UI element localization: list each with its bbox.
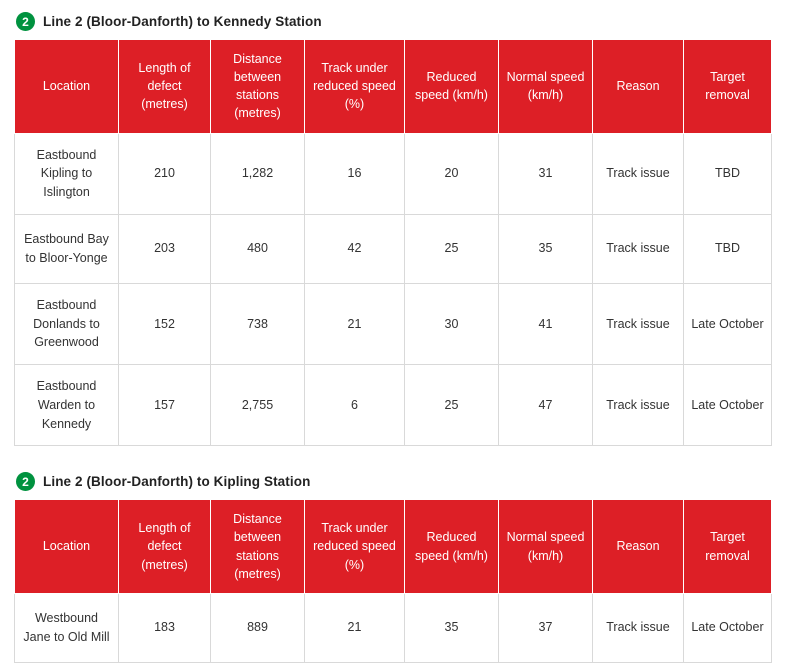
cell-length: 203 <box>119 214 211 283</box>
cell-length: 152 <box>119 283 211 364</box>
column-header-track-under-reduced-speed: Track under reduced speed (%) <box>305 500 405 594</box>
cell-target-removal: TBD <box>684 133 772 214</box>
cell-normal-speed: 31 <box>499 133 593 214</box>
cell-reason: Track issue <box>593 214 684 283</box>
section-title: Line 2 (Bloor-Danforth) to Kennedy Station <box>43 14 322 29</box>
cell-distance: 2,755 <box>211 365 305 446</box>
cell-reduced-speed: 25 <box>405 365 499 446</box>
table-header-row <box>15 40 772 134</box>
section-title: Line 2 (Bloor-Danforth) to Kipling Station <box>43 474 311 490</box>
cell-percent: 21 <box>305 283 405 364</box>
column-header-normal-speed: Normal speed (km/h) <box>499 40 593 134</box>
line-number-badge: 2 <box>16 12 35 31</box>
cell-location: Eastbound Kipling to Islington <box>15 133 119 214</box>
cell-distance: 738 <box>211 283 305 364</box>
cell-location: Eastbound Donlands to Greenwood <box>15 283 119 364</box>
section-header <box>14 8 774 39</box>
cell-length: 183 <box>119 593 211 662</box>
column-header-location: Location <box>15 40 119 134</box>
cell-normal-speed: 47 <box>499 365 593 446</box>
table-row <box>15 283 772 364</box>
section-kennedy <box>14 8 774 446</box>
line-number-badge: 2 <box>16 472 35 491</box>
table-row <box>15 133 772 214</box>
speed-restriction-table <box>14 499 772 663</box>
column-header-reduced-speed: Reduced speed (km/h) <box>405 40 499 134</box>
cell-length: 157 <box>119 365 211 446</box>
cell-normal-speed: 37 <box>499 593 593 662</box>
speed-restriction-table <box>14 39 772 446</box>
cell-distance: 1,282 <box>211 133 305 214</box>
cell-target-removal: Late October <box>684 593 772 662</box>
cell-location: Westbound Jane to Old Mill <box>15 593 119 662</box>
cell-reason: Track issue <box>593 365 684 446</box>
cell-reduced-speed: 35 <box>405 593 499 662</box>
column-header-distance-between-stations: Distance between stations (metres) <box>211 40 305 134</box>
table-header-row <box>15 500 772 594</box>
cell-distance: 480 <box>211 214 305 283</box>
cell-distance: 889 <box>211 593 305 662</box>
column-header-reason: Reason <box>593 40 684 134</box>
cell-percent: 6 <box>305 365 405 446</box>
cell-target-removal: Late October <box>684 283 772 364</box>
column-header-target-removal: Target removal <box>684 40 772 134</box>
cell-normal-speed: 35 <box>499 214 593 283</box>
cell-reason: Track issue <box>593 593 684 662</box>
section-kipling <box>14 468 774 663</box>
cell-length: 210 <box>119 133 211 214</box>
column-header-reason: Reason <box>593 500 684 594</box>
cell-reduced-speed: 30 <box>405 283 499 364</box>
section-divider <box>14 454 774 468</box>
column-header-location: Location <box>15 500 119 594</box>
cell-location: Eastbound Warden to Kennedy <box>15 365 119 446</box>
table-row <box>15 593 772 662</box>
table-row <box>15 365 772 446</box>
cell-target-removal: TBD <box>684 214 772 283</box>
section-header <box>14 468 774 499</box>
column-header-reduced-speed: Reduced speed (km/h) <box>405 500 499 594</box>
cell-reduced-speed: 25 <box>405 214 499 283</box>
cell-target-removal: Late October <box>684 365 772 446</box>
cell-location: Eastbound Bay to Bloor-Yonge <box>15 214 119 283</box>
table-row <box>15 214 772 283</box>
column-header-normal-speed: Normal speed (km/h) <box>499 500 593 594</box>
column-header-length-of-defect: Length of defect (metres) <box>119 500 211 594</box>
cell-normal-speed: 41 <box>499 283 593 364</box>
column-header-target-removal: Target removal <box>684 500 772 594</box>
column-header-track-under-reduced-speed: Track under reduced speed (%) <box>305 40 405 134</box>
cell-reduced-speed: 20 <box>405 133 499 214</box>
column-header-distance-between-stations: Distance between stations (metres) <box>211 500 305 594</box>
cell-percent: 16 <box>305 133 405 214</box>
cell-percent: 21 <box>305 593 405 662</box>
cell-reason: Track issue <box>593 283 684 364</box>
column-header-length-of-defect: Length of defect (metres) <box>119 40 211 134</box>
cell-reason: Track issue <box>593 133 684 214</box>
cell-percent: 42 <box>305 214 405 283</box>
